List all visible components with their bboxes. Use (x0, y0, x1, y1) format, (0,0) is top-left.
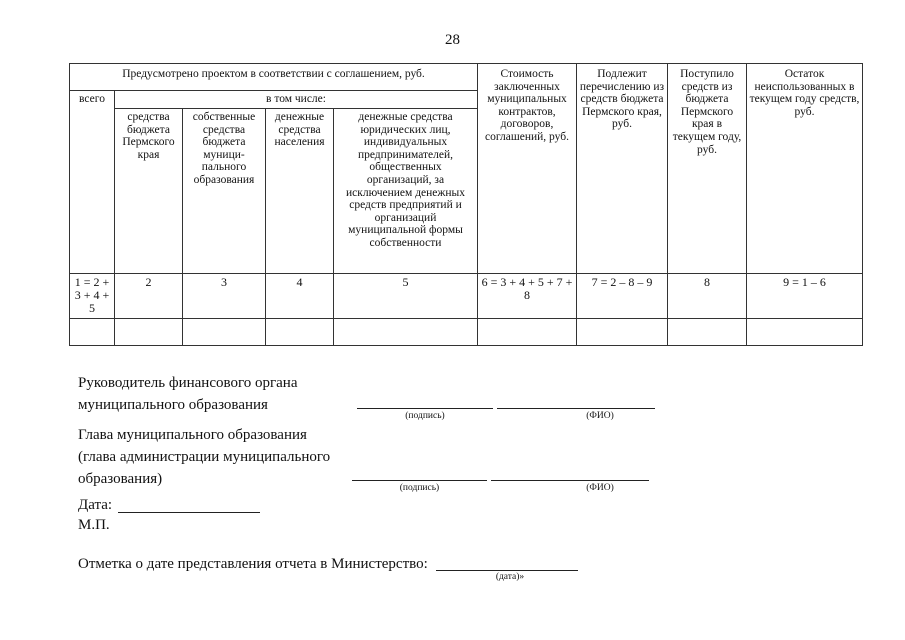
date-line (118, 512, 260, 513)
header-received: Поступило средств из бюджета Пермского края в текущем году, руб. (668, 64, 747, 274)
header-own-municipal: собственные средства бюджета муници-пального образования (183, 109, 266, 274)
header-population-funds: денежные средства населения (266, 109, 334, 274)
header-unused-balance: Остаток неиспользованных в текущем году средств, руб. (747, 64, 863, 274)
empty-cell (70, 319, 115, 346)
finance-head-label: Руководитель финансового органа муниципального образования (78, 375, 298, 413)
submission-date-label: Отметка о дате представления отчета в Министерство: (78, 556, 428, 572)
column-number-cell: 1 = 2 + 3 + 4 + 5 (70, 274, 115, 319)
column-number-cell: 8 (668, 274, 747, 319)
signature-caption: (подпись) (399, 483, 440, 493)
stamp-label: М.П. (78, 517, 110, 533)
empty-cell (668, 319, 747, 346)
column-number-cell: 6 = 3 + 4 + 5 + 7 + 8 (478, 274, 577, 319)
column-number-cell: 5 (334, 274, 478, 319)
column-number-cell: 7 = 2 – 8 – 9 (577, 274, 668, 319)
column-number-cell: 3 (183, 274, 266, 319)
header-region-budget: средства бюджета Пермского края (115, 109, 183, 274)
header-legal-entities-funds: денежные средства юридических лиц, индивидуальных предпринимателей, общественных организаций, за исключением денежных средств предприятий и организаций муниципальной формы собственности (334, 109, 478, 274)
header-including: в том числе: (115, 91, 478, 109)
fio-caption: (ФИО) (586, 483, 614, 493)
empty-cell (266, 319, 334, 346)
header-contracts-cost: Стоимость заключенных муниципальных контрактов, договоров, соглашений, руб. (478, 64, 577, 274)
fio-line (491, 480, 649, 481)
header-to-transfer: Подлежит перечислению из средств бюджета Пермского края, руб. (577, 64, 668, 274)
submission-date-line (436, 570, 578, 571)
date-caption: (дата)» (495, 572, 525, 582)
empty-cell (577, 319, 668, 346)
signature-line (352, 480, 487, 481)
empty-cell (747, 319, 863, 346)
header-planned-by-project: Предусмотрено проектом в соответствии с соглашением, руб. (70, 64, 478, 91)
municipality-head-label: Глава муниципального образования (глава администрации муниципального образования) (78, 427, 331, 487)
page-number: 28 (445, 32, 460, 48)
date-label: Дата: (78, 497, 113, 513)
report-table (69, 63, 863, 346)
empty-cell (334, 319, 478, 346)
signature-caption: (подпись) (405, 411, 445, 421)
column-number-cell: 4 (266, 274, 334, 319)
signature-line (357, 408, 493, 409)
column-number-cell: 2 (115, 274, 183, 319)
column-number-cell: 9 = 1 – 6 (747, 274, 863, 319)
fio-line (497, 408, 655, 409)
empty-cell (478, 319, 577, 346)
empty-cell (115, 319, 183, 346)
header-total: всего (70, 91, 115, 274)
empty-cell (183, 319, 266, 346)
fio-caption: (ФИО) (586, 411, 614, 421)
